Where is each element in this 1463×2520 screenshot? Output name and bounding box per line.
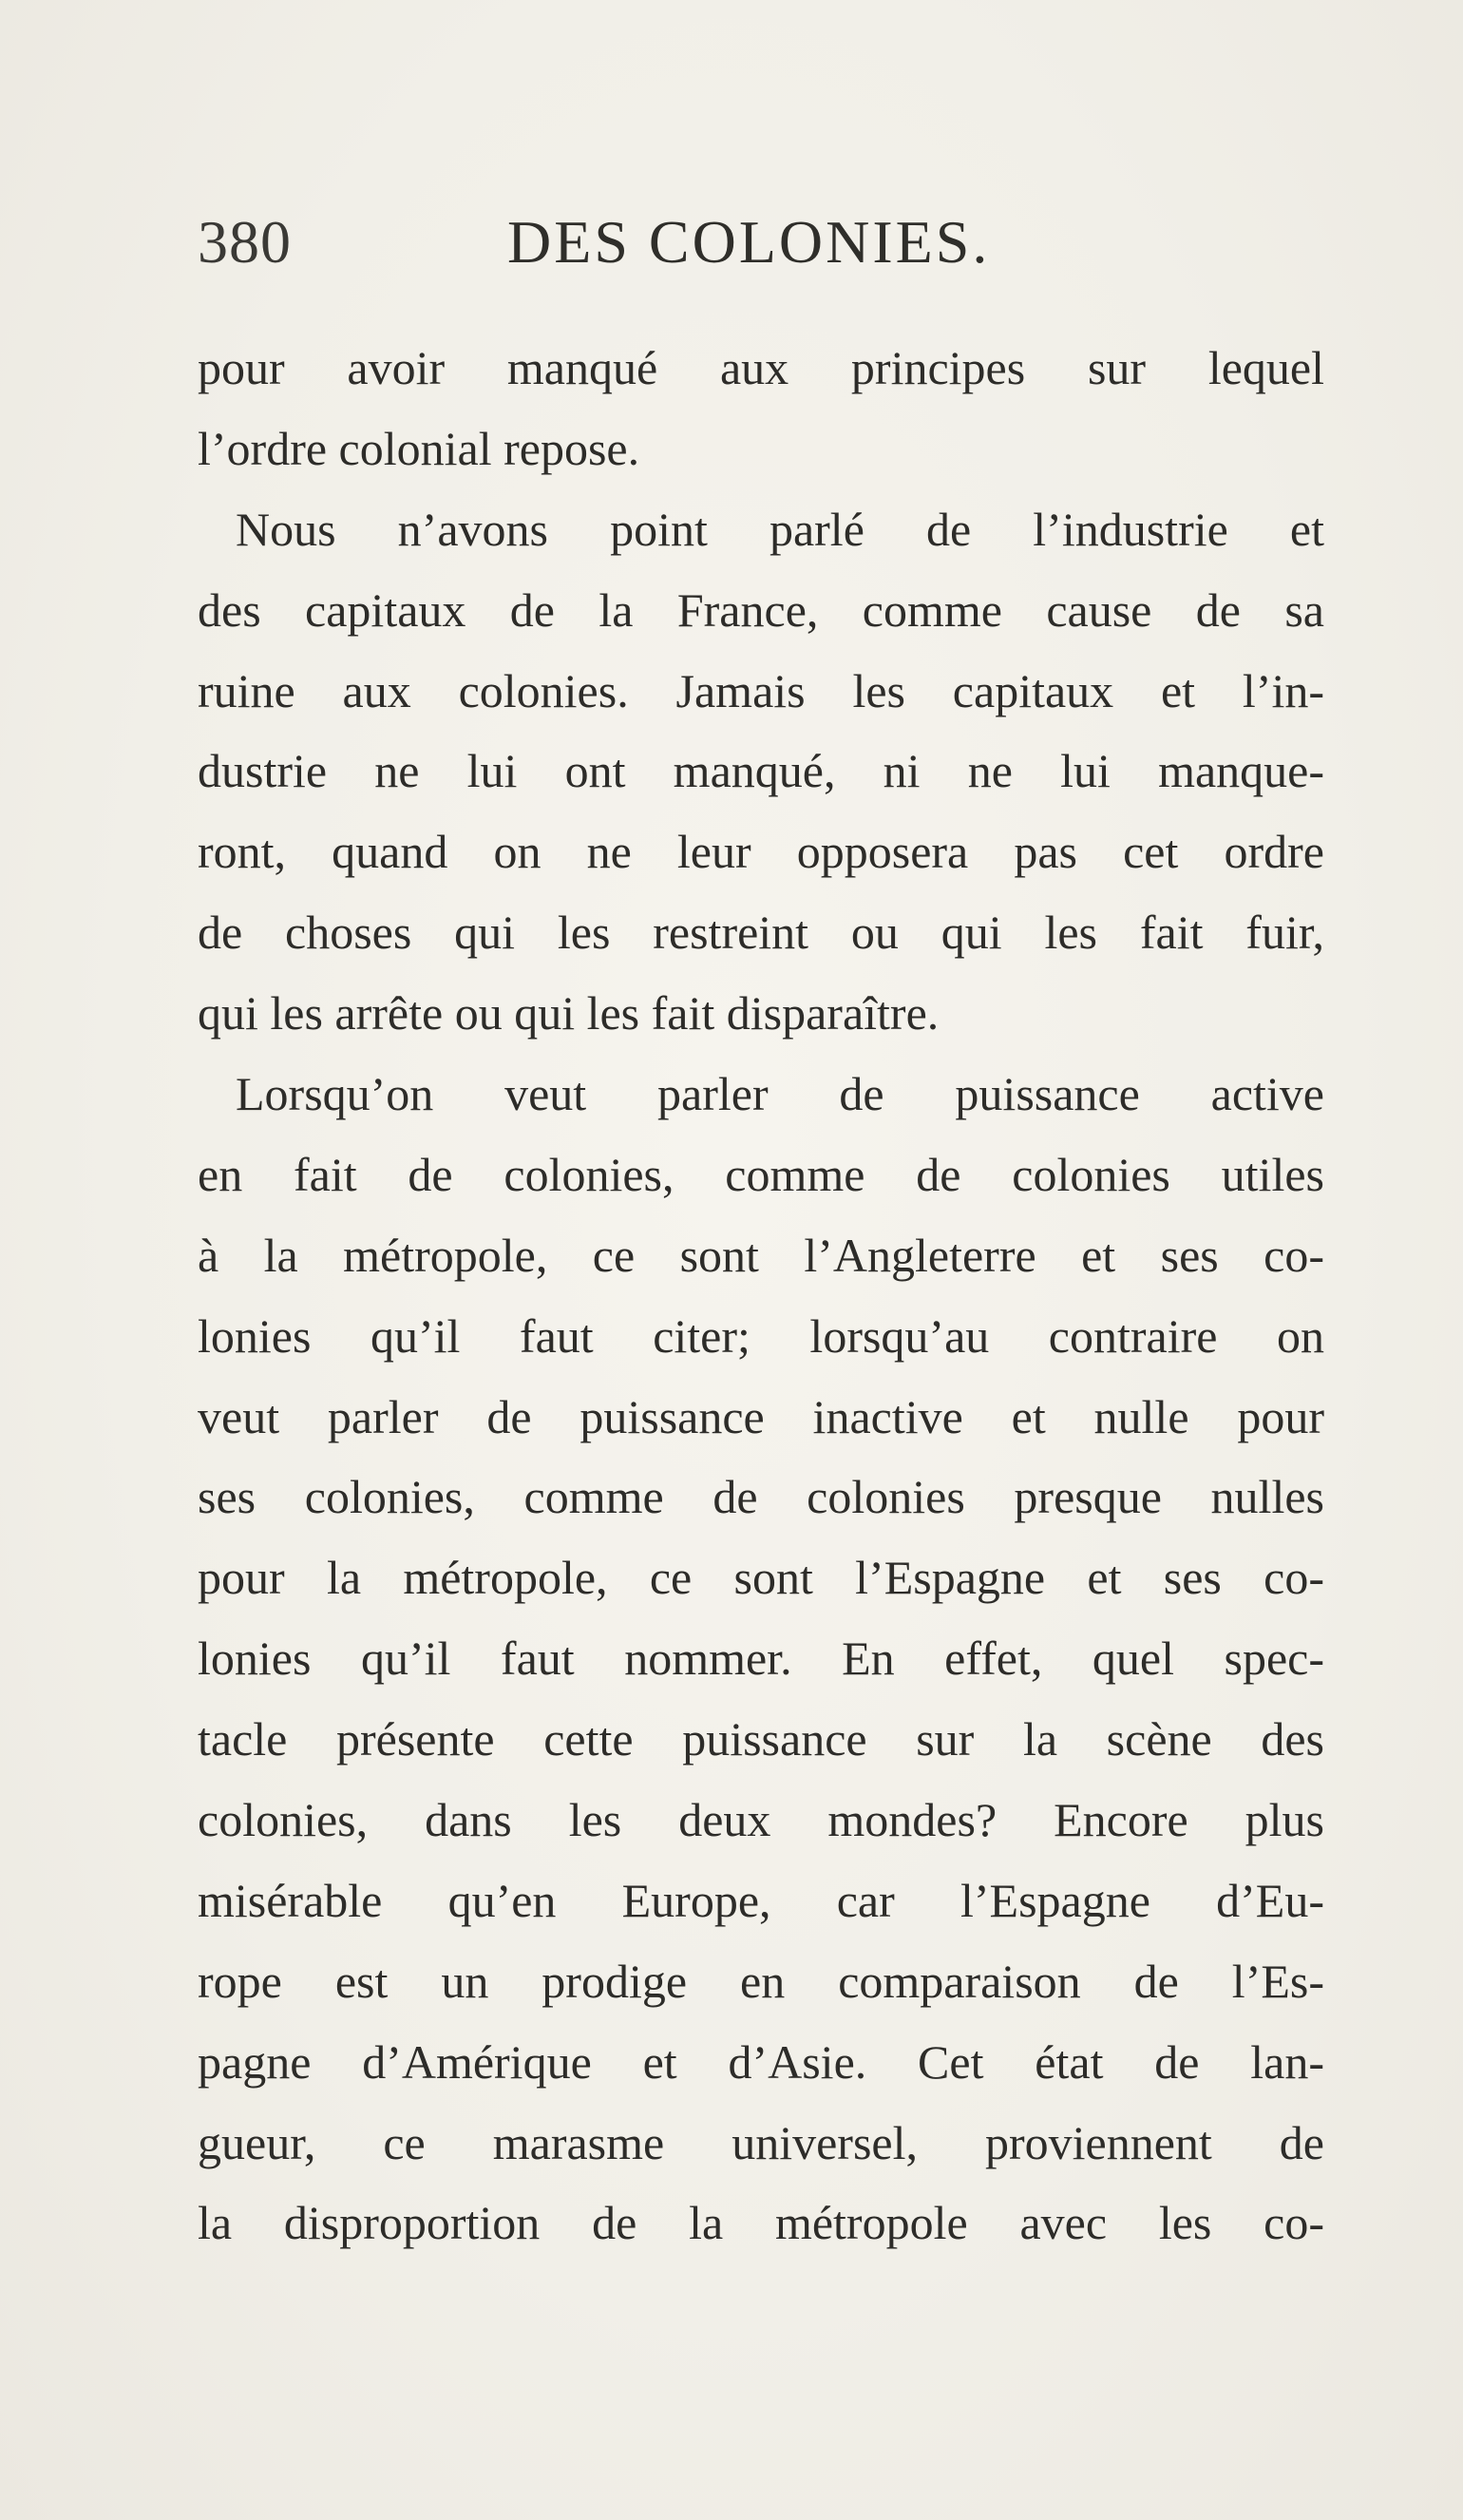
- text-line: ruine aux colonies. Jamais les capitaux et l’in-: [198, 663, 1324, 717]
- text-line: l’ordre colonial repose.: [198, 421, 640, 475]
- text-line: ront, quand on ne leur opposera pas cet ordre: [198, 825, 1324, 879]
- page-number: 380: [198, 208, 292, 276]
- text-line: colonies, dans les deux mondes? Encore plus: [198, 1793, 1324, 1847]
- page-header: [198, 207, 1338, 283]
- text-line: rope est un prodige en comparaison de l’Es-: [198, 1954, 1324, 2008]
- text-line: de choses qui les restreint ou qui les fait fuir,: [198, 906, 1324, 960]
- text-line: pour la métropole, ce sont l’Espagne et ses co-: [198, 1551, 1324, 1605]
- body-text: [198, 328, 1324, 2263]
- running-head: DES COLONIES.: [507, 208, 991, 276]
- text-line: Nous n’avons point parlé de l’industrie et: [236, 502, 1324, 556]
- text-line: gueur, ce marasme universel, proviennent de: [198, 2115, 1324, 2169]
- text-line: la disproportion de la métropole avec les co-: [198, 2196, 1324, 2250]
- text-line: qui les arrête ou qui les fait disparaître.: [198, 986, 940, 1040]
- text-line: veut parler de puissance inactive et nulle pour: [198, 1389, 1324, 1443]
- text-line: pour avoir manqué aux principes sur lequel: [198, 341, 1324, 394]
- text-line: à la métropole, ce sont l’Angleterre et ses co-: [198, 1228, 1324, 1282]
- text-line: des capitaux de la France, comme cause de sa: [198, 582, 1324, 637]
- text-line: en fait de colonies, comme de colonies utiles: [198, 1147, 1324, 1201]
- text-line: Lorsqu’on veut parler de puissance active: [236, 1067, 1324, 1121]
- text-line: dustrie ne lui ont manqué, ni ne lui manque-: [198, 744, 1324, 798]
- text-line: misérable qu’en Europe, car l’Espagne d’Eu-: [198, 1873, 1324, 1927]
- text-line: tacle présente cette puissance sur la scène des: [198, 1712, 1324, 1766]
- text-line: lonies qu’il faut nommer. En effet, quel spec-: [198, 1632, 1324, 1686]
- text-line: lonies qu’il faut citer; lorsqu’au contraire on: [198, 1308, 1324, 1363]
- text-line: pagne d’Amérique et d’Asie. Cet état de lan-: [198, 2034, 1324, 2089]
- text-line: ses colonies, comme de colonies presque nulles: [198, 1470, 1324, 1524]
